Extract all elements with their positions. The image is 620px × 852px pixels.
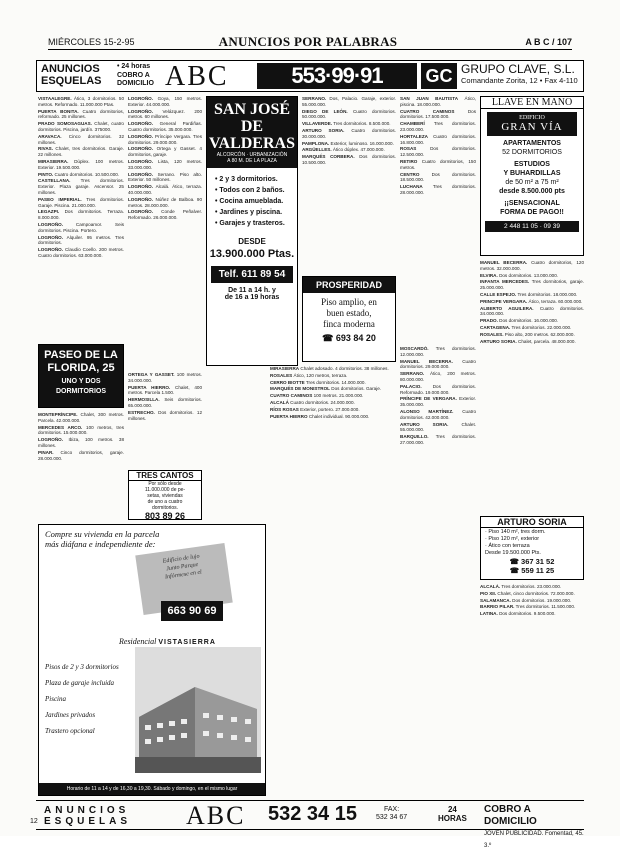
classified-ad: LOGROÑO. Campoamor. Seis dormitorios. Piscina. Portero. — [38, 221, 124, 233]
classified-ad: ESTRECHO. Dos dormitorios. 12 millones. — [128, 409, 202, 421]
classified-ad: PRÍNCIPE DE VERGARA. Exterior. 35.000.000. — [400, 396, 476, 408]
classified-ad: HERMOSILLA. Seis dormitorios. 65.000.000. — [128, 397, 202, 408]
classified-ad: PUERTA BONITA. Cuatro dormitorios, reformado. 25 millones. — [38, 108, 124, 120]
classified-ad: ARTURO SORIA. Chalet, parcela. 48.000.000. — [480, 338, 576, 344]
classified-ad: MIRASIERRA. Dúplex. 100 metros. Exterior. 19.500.000. — [38, 158, 124, 170]
classified-ad: ELVIRA. Dos dormitorios. 13.000.000. — [480, 272, 559, 278]
classified-ad: LOGROÑO. Ortega y Gasset. 4 dormitorios, garaje. — [128, 146, 202, 158]
classified-ad: MONTEPRÍNCIPE. Chalet, 300 metros. Parcela. 42.000.000. — [38, 412, 124, 423]
classified-ad: LOGROÑO. Alcalá. Ático, terraza. 40.000.000. — [128, 184, 202, 195]
banner-anuncios-esquelas: ANUNCIOS ESQUELAS — [41, 63, 102, 87]
header-page: A B C / 107 — [525, 37, 572, 47]
classified-ad: PAMPLONA. Exterior, luminoso. 16.000.000. — [302, 140, 394, 146]
banner-gc-logo: GC — [421, 63, 457, 89]
column-4b-ads — [400, 346, 476, 796]
classified-ad: PINTO. Cuatro dormitorios. 10.500.000. — [38, 171, 120, 177]
footer-abc-logo: ABC — [186, 801, 246, 830]
column-5-ads — [480, 260, 584, 512]
classified-ad: ORTEGA Y GASSET. 100 metros. 34.000.000. — [128, 372, 202, 383]
classified-ad: BARRIO PILAR. Tres dormitorios. 11.500.000. — [480, 604, 576, 610]
classified-ad: PUERTA HIERRO Chalet individual. 90.000.000. — [270, 413, 370, 419]
page-header — [48, 36, 572, 50]
column-3-ads — [302, 96, 396, 272]
prosperidad-ad: PROSPERIDAD Piso amplio, en buen estado, finca moderna ☎ 693 84 20 — [302, 276, 396, 362]
classified-ad: SERRANO. Ático, 200 metros. 80.000.000. — [400, 371, 476, 382]
classified-ad: LOGROÑO. Núñez de Balboa. 90 metros. 28.000.000. — [128, 196, 202, 208]
classified-ad: LOGROÑO. Goya, 150 metros. Exterior. 44.000.000. — [128, 96, 202, 107]
column-2b-ads — [128, 372, 202, 468]
classified-ad: ROSALES. Piso alto, 200 metros. 62.000.000. — [480, 331, 575, 337]
classified-ad: RETIRO Cuatro dormitorios, 150 metros. — [400, 158, 476, 170]
classified-ad: PALACIO. Dos dormitorios. Reformado. 19.000.000. — [400, 383, 476, 395]
banner-grupo-clave: GRUPO CLAVE, S.L. Comandante Zorita, 12 • Fax 4-110 — [461, 62, 578, 85]
vistasierra-phone: 663 90 69 — [161, 601, 223, 621]
classified-ad: PIO XII. Chalet, cinco dormitorios. 72.000.000. — [480, 590, 575, 596]
classified-ad: CUATRO CAMINOS 100 metros. 21.000.000. — [270, 393, 364, 399]
classified-ad: LOGROÑO. Príncipe Vergara. Tres dormitorios. 29.000.000. — [128, 133, 202, 145]
tres-cantos-ad: TRES CANTOS Por sólo desde 11.000.000 de pe- setas, viviendas de uno a cuatro dormitorios. 803 89 26 — [128, 470, 202, 520]
page-number: 12 — [30, 818, 38, 825]
classified-ad: ROSAS Dos dormitorios. 12.500.000. — [400, 146, 476, 158]
classified-ad: LOGROÑO. Conde Peñalver. Reformado. 26.000.000. — [128, 209, 202, 221]
florida-ad: PASEO DE LA FLORIDA, 25 UNO Y DOS DORMITORIOS — [38, 344, 124, 408]
classified-ad: PRADO SOMOSAGUAS. Chalet, cuatro dormitorios. Piscina, jardín. 375000. — [38, 121, 124, 132]
footer-cobro-domicilio: COBRO A DOMICILIO JOVEN PUBLICIDAD. Fomentad, 45. 3.º — [484, 804, 584, 849]
column-1-ads — [38, 96, 124, 340]
classified-ad: PINAR. Cinco dormitorios, garaje. 28.000.000. — [38, 449, 124, 461]
classified-ad: INFANTA MERCEDES. Tres dormitorios, garaje. 25.000.000. — [480, 279, 584, 291]
classified-ad: PUERTA HIERRO. Chalet, 400 metros. Parcela 1.500. — [128, 384, 202, 396]
classified-ad: ALCALÁ Cuatro dormitorios. 24.000.000. — [270, 399, 355, 405]
vistasierra-building-illustration — [135, 647, 261, 773]
classified-ad: HORTALEZA Cuatro dormitorios. 16.800.000. — [400, 133, 476, 145]
classified-ad: RIVAS. Chalet, tres dormitorios. Garaje. 22 millones. — [38, 146, 124, 158]
classified-ad: PRADO. Dos dormitorios. 16.000.000. — [480, 318, 559, 324]
classified-ad: ALCALÁ. Tres dormitorios. 23.000.000. — [480, 584, 562, 589]
classified-ad: LOGROÑO. General Pardiñas. Cuatro dormitorios. 35.000.000. — [128, 121, 202, 132]
arturo-soria-ad: ARTURO SORIA · Piso 140 m², tres dorm. · Piso 120 m², exterior · Ático con terraza Desde 19.500.000 Pts. ☎ 367 31 52 ☎ 559 11 25 — [480, 516, 584, 580]
classified-ad: ARTURO SORIA. Chalet. 55.000.000. — [400, 421, 476, 433]
footer-fax: FAX: 532 34 67 — [376, 806, 408, 821]
classified-ad: ARGÜELLES. Ático dúplex. 47.000.000. — [302, 147, 385, 153]
classified-ad: CARTAGENA. Tres dormitorios. 22.000.000. — [480, 324, 572, 330]
classified-ad: SERRANO. Dos, Palacio. Garaje, exterior. 55.000.000. — [302, 96, 396, 107]
classified-ad: MERCEDES ARCO. 100 metros, tres dormitorios. 15.000.000. — [38, 424, 124, 436]
classified-ad: LOGROÑO. Claudio Coello. 200 metros. Cuatro dormitorios. 63.000.000. — [38, 247, 124, 258]
classified-ad: CENTRO Dos dormitorios. 18.500.000. — [400, 171, 476, 183]
classified-ad: MANUEL BECERRA. Cuatro dormitorios. 29.000.000. — [400, 358, 476, 370]
classified-ad: PRINCIPE VERGARA. Ático, terraza. 60.000.000. — [480, 298, 583, 304]
banner-abc-logo: ABC — [165, 61, 229, 92]
column-1b-ads — [38, 412, 124, 520]
footer-phone: 532 34 15 — [268, 803, 357, 825]
classified-ad: LATINA. Dos dormitorios. 9.500.000. — [480, 611, 556, 617]
header-date: MIÉRCOLES 15-2-95 — [48, 37, 135, 47]
classified-ad: LOGROÑO. Velázquez. 200 metros. 60 millones. — [128, 108, 202, 120]
classified-ad: LUCHANA Tres dormitorios. 28.000.000. — [400, 184, 476, 195]
classified-ad: MARQUÉS CORBERA. Dos dormitorios. 10.500.000. — [302, 154, 396, 165]
column-2-ads — [128, 96, 202, 368]
san-jose-valderas-ad: SAN JOSÉ DE VALDERAS ALCORCÓN · URBANIZACIÓN A 80 M. DE LA PLAZA • 2 y 3 dormitorios. • Todos con 2 baños. • Cocina amueblada. • Jardines y piscina. • Garajes y trasteros. DESDE 13.900.000 Ptas. Telf. 611 89 54 De 11 a 14 h. y de 16 a 19 horas — [206, 96, 298, 366]
column-4-ads — [400, 96, 476, 344]
footer-anuncios-esquelas: ANUNCIOS ESQUELAS — [44, 805, 132, 827]
classified-ad: MARQUÉS DE MONISTROL Dos dormitorios. Garaje. — [270, 386, 382, 392]
banner-24h: • 24 horas COBRO A DOMICILIO — [117, 63, 154, 87]
column-3c-ads — [270, 524, 396, 796]
classified-ad: CASTELLANA. Tres dormitorios. Exterior. Plaza garaje. Ascensor. 25 millones. — [38, 178, 124, 195]
classified-ad: CUATRO CAMINOS Dos dormitorios. 17.500.000. — [400, 108, 476, 120]
classified-ad: MANUEL BECERRA. Cuatro dormitorios, 120 metros. 32.000.000. — [480, 260, 584, 271]
classified-ad: RÍOS ROSAS Exterior, portero. 27.000.000. — [270, 406, 360, 412]
classified-ad: MOSCARDÓ. Tres dormitorios. 12.000.000. — [400, 346, 476, 357]
classifieds-footer — [36, 800, 584, 849]
vistasierra-hours: Horario de 11 a 14 y de 16,30 a 19,30. Sábado y domingo, en el mismo lugar — [39, 783, 265, 795]
classified-ad: BARQUILLO. Tres dormitorios. 27.000.000. — [400, 434, 476, 445]
classified-ad: VILLAVERDE. Tres dormitorios. 8.500.000. — [302, 121, 391, 127]
column-5b-ads — [480, 584, 584, 796]
vistasierra-features: Pisos de 2 y 3 dormitorios Plaza de garaje incluida Piscina Jardines privados Trastero opcional — [45, 663, 119, 735]
classified-ad: CHAMBERÍ Tres dormitorios. 23.000.000. — [400, 121, 476, 132]
footer-24h: 24 HORAS — [438, 805, 467, 823]
vistasierra-badge: Edificio de lujo Junto Parque Infórmese en el — [135, 543, 232, 615]
classified-ad: SAN JUAN BAUTISTA Ático, piscina. 18.000.000. — [400, 96, 476, 107]
classifieds-banner — [36, 60, 584, 92]
column-3b-ads — [270, 366, 396, 520]
classified-ad: PASEO IMPERIAL. Tres dormitorios. Garaje. Piscina. 21.000.000. — [38, 196, 124, 208]
classified-ad: LOGROÑO. Lista, 120 metros. 33.000.000. — [128, 158, 202, 170]
classified-ad: ARTURO SORIA. Cuatro dormitorios. 30.000.000. — [302, 127, 396, 139]
classified-ad: VISTAALEGRE. Ático, 3 dormitorios. 50 metros. Reformado. 11.000.000 Ptas. — [38, 96, 124, 107]
classified-ad: ALONSO MARTÍNEZ. Cuatro dormitorios. 42.000.000. — [400, 408, 476, 420]
classified-ad: MIRASIERRA Chalet adosado. 4 dormitorios. 38 millones. — [270, 366, 389, 371]
classified-ad: LEGAZPI. Dos dormitorios. Terraza. 8.000.000. — [38, 209, 124, 221]
classified-ad: CALLE ESPEJO. Tres dormitorios. 18.000.000. — [480, 291, 578, 297]
llave-en-mano-ad: LLAVE EN MANO EDIFICIO GRAN VÍA APARTAMENTOS 52 DORMITORIOS ESTUDIOS Y BUHARDILLAS de 50 m² a 75 m² desde 8.500.000 pts ¡¡SENSACIONAL FORMA DE PAGO!! 2 448 11 05 · 09 39 — [480, 96, 584, 256]
vistasierra-ad: Compre su vivienda en la parcela más diáfana e independiente de: Edificio de lujo Junto Parque Infórmese en el 663 90 69 Residencial VISTASIERRA Pisos de 2 y 3 dormitorios Plaza de garaje incluida Piscina Jardines privados Trastero opcional Horario de 11 a 14 y de 16,30 a 19,30. Sábado y domingo, en el mismo lugar — [38, 524, 266, 796]
classified-ad: ALBERTO AGUILERA. Cuatro dormitorios. 34.000.000. — [480, 305, 584, 317]
classified-ad: SALAMANCA. Dos dormitorios. 19.000.000. — [480, 597, 572, 603]
banner-phone: 553·99·91 — [257, 63, 417, 89]
header-section: ANUNCIOS POR PALABRAS — [218, 34, 398, 49]
classified-ad: ROSALES Ático, 120 metros, terraza. — [270, 372, 348, 378]
classified-ad: LOGROÑO. Alquiler. 95 metros. Tres dormitorios. — [38, 234, 124, 246]
classified-ad: LOGROÑO. Serrano. Piso alto. Exterior. 50 millones. — [128, 171, 202, 183]
classified-ad: DIEGO DE LEÓN. Cuatro dormitorios. 50.000.000. — [302, 108, 396, 120]
classified-ad: CERRO BIOTTE Tres dormitorios. 14.000.000. — [270, 379, 366, 385]
classified-ad: LOGROÑO. Ibiza, 100 metros. 38 millones. — [38, 437, 124, 448]
classified-ad: ARAVACA. Cinco dormitorios. 32 millones. — [38, 133, 124, 145]
